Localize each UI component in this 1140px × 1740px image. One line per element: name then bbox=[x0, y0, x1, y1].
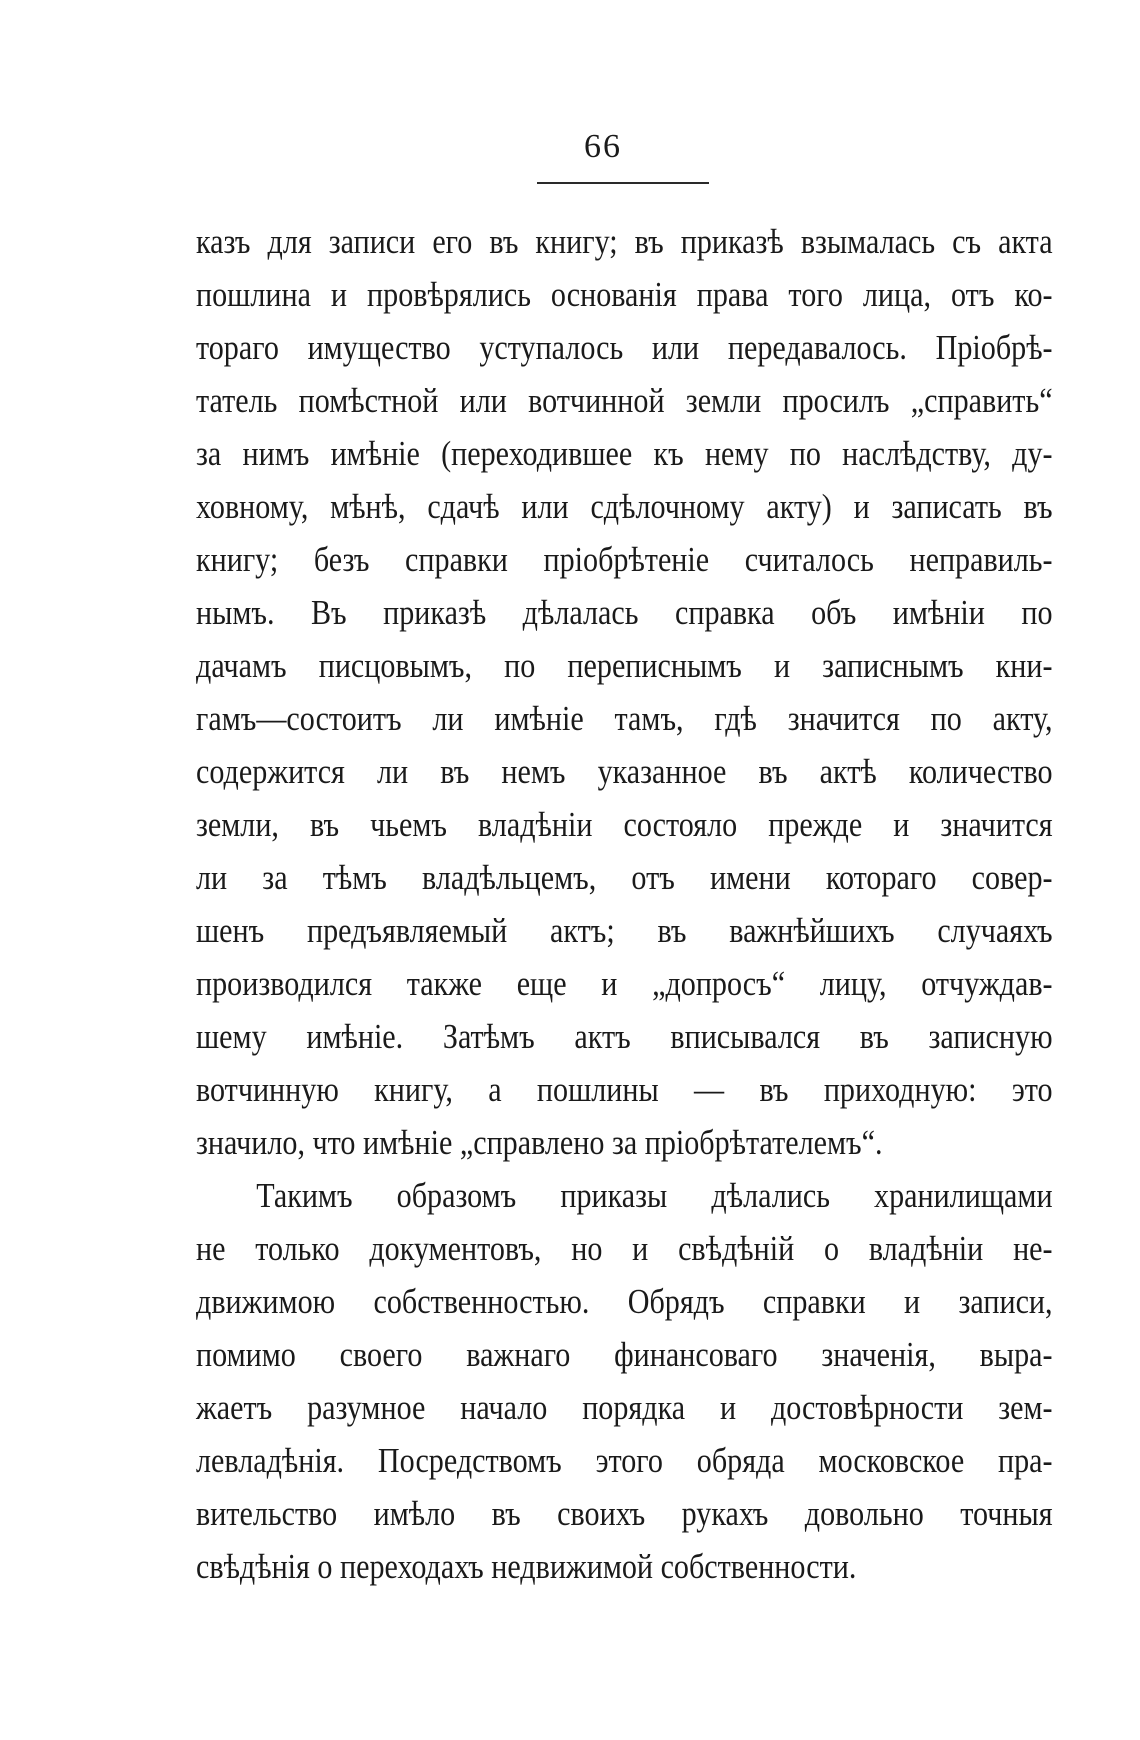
text-line: ховному, мѣнѣ, сдачѣ или сдѣлочному акту) и записать въ bbox=[196, 487, 1053, 526]
text-line: татель помѣстной или вотчинной земли просилъ „справить“ bbox=[196, 381, 1053, 420]
text-line: книгу; безъ справки пріобрѣтеніе считалось неправиль- bbox=[196, 540, 1053, 579]
text-line: свѣдѣнія о переходахъ недвижимой собственности. bbox=[196, 1547, 857, 1586]
body-text bbox=[196, 215, 1052, 1593]
text-line: вотчинную книгу, а пошлины — въ приходную: это bbox=[196, 1070, 1053, 1109]
text-line: ли за тѣмъ владѣльцемъ, отъ имени котораго совер- bbox=[196, 858, 1053, 897]
text-line: жаетъ разумное начало порядка и достовѣрности зем- bbox=[196, 1388, 1053, 1427]
text-line: левладѣнія. Посредствомъ этого обряда московское пра- bbox=[196, 1441, 1053, 1480]
text-line: пошлина и провѣрялись основанія права того лица, отъ ко- bbox=[196, 275, 1053, 314]
text-line: дачамъ писцовымъ, по переписнымъ и записнымъ кни- bbox=[196, 646, 1053, 685]
text-line: движимою собственностью. Обрядъ справки и записи, bbox=[196, 1282, 1053, 1321]
text-line: тораго имущество уступалось или передавалось. Пріобрѣ- bbox=[196, 328, 1053, 367]
text-line: казъ для записи его въ книгу; въ приказѣ взымалась съ акта bbox=[196, 222, 1053, 261]
page-number: 66 bbox=[584, 128, 622, 165]
text-line: Такимъ образомъ приказы дѣлались хранилищами bbox=[256, 1176, 1053, 1215]
text-line: земли, въ чьемъ владѣніи состояло прежде и значится bbox=[196, 805, 1053, 844]
text-line: содержится ли въ немъ указанное въ актѣ количество bbox=[196, 752, 1053, 791]
text-line: значило, что имѣніе „справлено за пріобрѣтателемъ“. bbox=[196, 1123, 883, 1162]
text-line: шенъ предъявляемый актъ; въ важнѣйшихъ случаяхъ bbox=[196, 911, 1053, 950]
text-line: за нимъ имѣніе (переходившее къ нему по наслѣдству, ду- bbox=[196, 434, 1053, 473]
text-line: производился также еще и „допросъ“ лицу, отчуждав- bbox=[196, 964, 1053, 1003]
text-line: нымъ. Въ приказѣ дѣлалась справка объ имѣніи по bbox=[196, 593, 1053, 632]
text-line: помимо своего важнаго финансоваго значенія, выра- bbox=[196, 1335, 1053, 1374]
text-line: не только документовъ, но и свѣдѣній о владѣніи не- bbox=[196, 1229, 1053, 1268]
text-line: шему имѣніе. Затѣмъ актъ вписывался въ записную bbox=[196, 1017, 1053, 1056]
text-line: вительство имѣло въ своихъ рукахъ довольно точныя bbox=[196, 1494, 1053, 1533]
header-rule bbox=[537, 182, 709, 184]
text-line: гамъ—состоитъ ли имѣніе тамъ, гдѣ значится по акту, bbox=[196, 699, 1053, 738]
